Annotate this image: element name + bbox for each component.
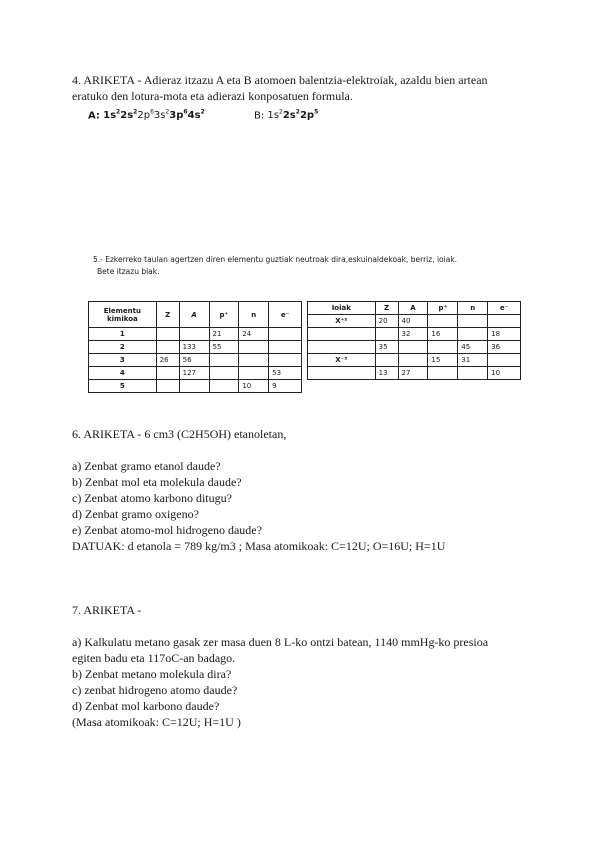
atom-a-configuration	[88, 109, 205, 121]
column-header: A	[179, 302, 209, 328]
table-row	[89, 380, 302, 393]
question-e: e) Zenbat atomo-mol hidrogeno daude?	[72, 523, 262, 537]
table-cell: 56	[179, 354, 209, 367]
exercise-4-line-1: 4. ARIKETA - Adieraz itzazu A eta B atomoen balentzia-elektroiak, azaldu bien artean	[72, 73, 488, 87]
table-cell: 35	[375, 341, 398, 354]
question-d: d) Zenbat gramo oxigeno?	[72, 507, 199, 521]
column-header: Z	[375, 302, 398, 315]
table-cell: 127	[179, 367, 209, 380]
table-cell: 24	[239, 328, 269, 341]
question-c: c) Zenbat atomo karbono ditugu?	[72, 491, 232, 505]
table-row	[308, 367, 521, 380]
table-cell: 10	[239, 380, 269, 393]
table-cell: 15	[428, 354, 458, 367]
atom-a-formula: $1s^22s^22p^63s^23p^64s^2$	[103, 109, 205, 122]
table-cell	[156, 380, 179, 393]
table-row	[308, 354, 521, 367]
table-cell	[398, 354, 428, 367]
column-header: A	[398, 302, 428, 315]
table-cell: 10	[488, 367, 521, 380]
table-cell	[239, 354, 269, 367]
atom-b-formula: $1s^22s^22p^5$	[267, 109, 319, 122]
table-cell	[209, 367, 239, 380]
question-a: a) Zenbat gramo etanol daude?	[72, 459, 221, 473]
table-cell	[269, 341, 302, 354]
column-header: e⁻	[269, 302, 302, 328]
table-cell: 18	[488, 328, 521, 341]
table-cell: 5	[89, 380, 157, 393]
table-header-row	[89, 302, 302, 328]
column-header: Ioiak	[308, 302, 376, 315]
table-cell	[269, 354, 302, 367]
table-cell	[488, 315, 521, 328]
table-cell: 40	[398, 315, 428, 328]
column-header: n	[458, 302, 488, 315]
column-header: p⁺	[428, 302, 458, 315]
table-cell: 36	[488, 341, 521, 354]
table-cell: 9	[269, 380, 302, 393]
exercise-6-data: DATUAK: d etanola = 789 kg/m3 ; Masa atomikoak: C=12U; O=16U; H=1U	[72, 539, 446, 553]
table-cell: 53	[269, 367, 302, 380]
table-cell: 21	[209, 328, 239, 341]
table-cell: 3	[89, 354, 157, 367]
exercise-4-line-2: eratuko den lotura-mota eta adierazi konposatuen formula.	[72, 89, 353, 103]
table-header-row	[308, 302, 521, 315]
exercise-7-data: (Masa atomikoak: C=12U; H=1U )	[72, 715, 241, 729]
exercise-6	[72, 426, 532, 442]
exercise-7	[72, 602, 532, 618]
neutral-elements-table	[88, 301, 302, 393]
question-a-line-2: egiten badu eta 117oC-an badago.	[72, 651, 236, 665]
exercise-7-title: 7. ARIKETA -	[72, 603, 142, 617]
table-cell	[209, 354, 239, 367]
question-b: b) Zenbat mol eta molekula daude?	[72, 475, 242, 489]
exercise-7-questions	[72, 634, 532, 730]
table-cell	[428, 367, 458, 380]
table-cell: 133	[179, 341, 209, 354]
table-cell	[428, 315, 458, 328]
table-row	[89, 328, 302, 341]
exercise-6-questions	[72, 458, 532, 554]
table-row	[308, 315, 521, 328]
table-cell: 1	[89, 328, 157, 341]
question-a-line-1: a) Kalkulatu metano gasak zer masa duen 8 L-ko ontzi batean, 1140 mmHg-ko presioa	[72, 635, 489, 649]
table-cell	[269, 328, 302, 341]
table-cell	[488, 354, 521, 367]
exercise-4	[72, 72, 532, 104]
table-cell	[156, 328, 179, 341]
table-cell: 27	[398, 367, 428, 380]
table-cell: 55	[209, 341, 239, 354]
table-cell	[398, 341, 428, 354]
table-cell	[458, 367, 488, 380]
table-cell	[156, 341, 179, 354]
table-cell	[179, 380, 209, 393]
table-cell	[375, 328, 398, 341]
table-cell	[375, 354, 398, 367]
table-row	[308, 341, 521, 354]
table-row	[89, 341, 302, 354]
atom-a-label: A:	[88, 110, 100, 122]
table-row	[308, 328, 521, 341]
table-cell: 45	[458, 341, 488, 354]
table-cell	[308, 328, 376, 341]
column-header: Z	[156, 302, 179, 328]
exercise-5-line-1: 5.- Ezkerreko taulan agertzen diren elementu guztiak neutroak dira,eskuinaldekoak, berriz, ioiak.	[93, 255, 458, 264]
table-cell: 20	[375, 315, 398, 328]
atom-b-label: B:	[254, 110, 265, 122]
table-cell: 16	[428, 328, 458, 341]
table-cell: X⁺²	[308, 315, 376, 328]
question-c: c) zenbat hidrogeno atomo daude?	[72, 683, 238, 697]
table-row	[89, 354, 302, 367]
exercise-6-title: 6. ARIKETA - 6 cm3 (C2H5OH) etanoletan,	[72, 427, 287, 441]
table-cell: 31	[458, 354, 488, 367]
exercise-5-instructions	[93, 254, 533, 278]
column-header: Elementu kimikoa	[89, 302, 157, 328]
table-row	[89, 367, 302, 380]
column-header: e⁻	[488, 302, 521, 315]
table-cell	[239, 367, 269, 380]
table-cell: X⁻³	[308, 354, 376, 367]
exercise-5-line-2: Bete itzazu biak.	[97, 267, 160, 276]
ions-table	[307, 301, 521, 380]
table-cell: 13	[375, 367, 398, 380]
table-cell	[179, 328, 209, 341]
atom-b-configuration	[254, 109, 318, 121]
question-b: b) Zenbat metano molekula dira?	[72, 667, 232, 681]
table-cell	[239, 341, 269, 354]
column-header: n	[239, 302, 269, 328]
column-header: p⁺	[209, 302, 239, 328]
table-cell	[156, 367, 179, 380]
table-cell	[458, 315, 488, 328]
table-cell	[209, 380, 239, 393]
table-cell	[428, 341, 458, 354]
table-cell: 2	[89, 341, 157, 354]
table-cell	[458, 328, 488, 341]
table-cell: 32	[398, 328, 428, 341]
question-d: d) Zenbat mol karbono daude?	[72, 699, 220, 713]
table-cell	[308, 367, 376, 380]
table-cell: 4	[89, 367, 157, 380]
table-cell: 26	[156, 354, 179, 367]
table-cell	[308, 341, 376, 354]
